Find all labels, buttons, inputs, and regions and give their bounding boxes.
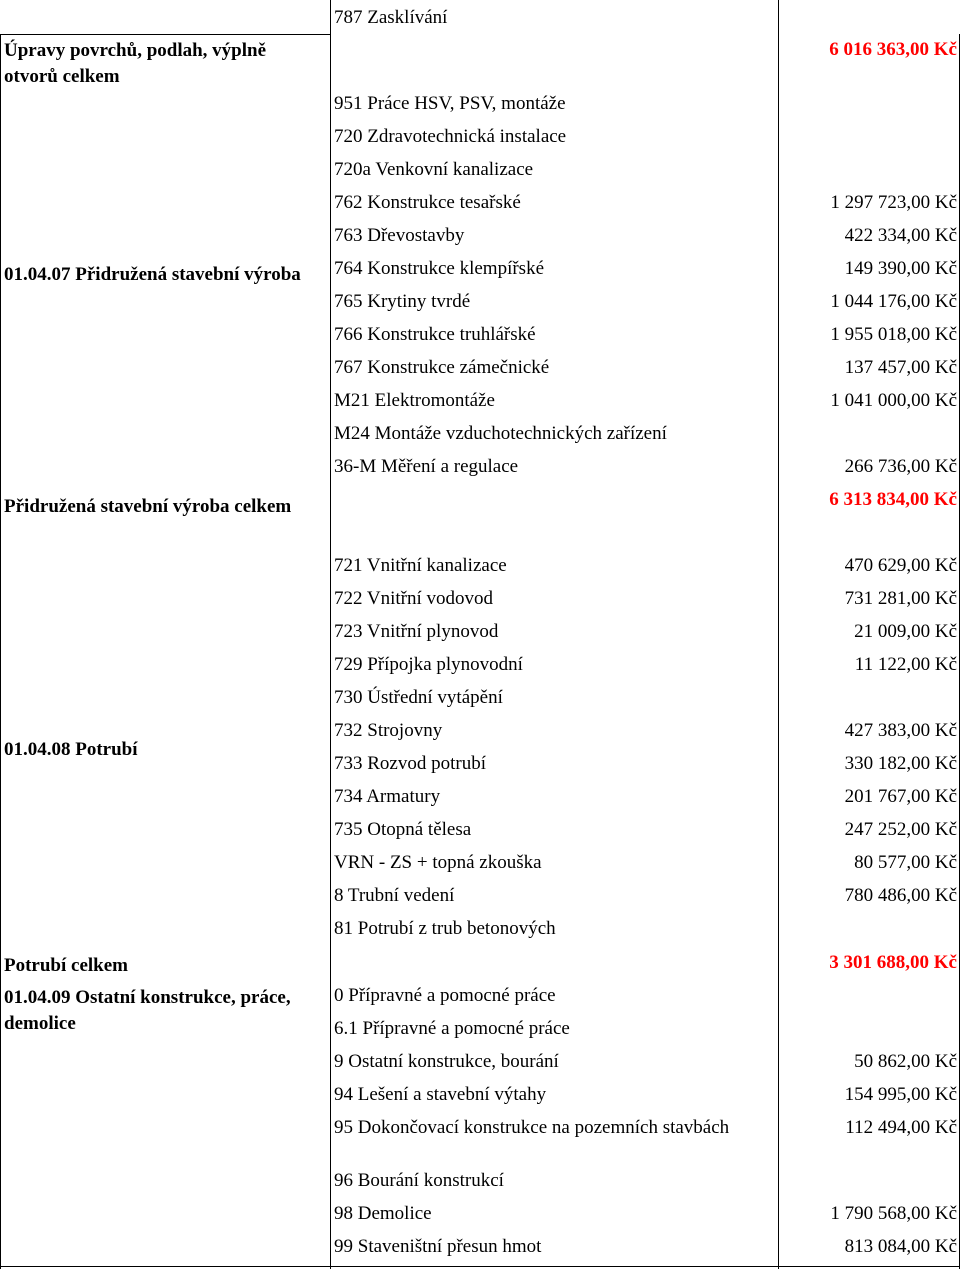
item-amount: 21 009,00 Kč (854, 621, 957, 642)
item-label: 720a Venkovní kanalizace (334, 159, 534, 180)
item-label: 9 Ostatní konstrukce, bourání (334, 1051, 559, 1072)
section-label-0107-total: Přidružená stavební výroba celkem (4, 496, 292, 517)
item-label: 787 Zasklívání (334, 7, 448, 28)
item-label: 766 Konstrukce truhlářské (334, 324, 536, 345)
item-label: 8 Trubní vedení (334, 885, 455, 906)
item-label: 763 Dřevostavby (334, 225, 465, 246)
item-amount: 1 790 568,00 Kč (830, 1203, 957, 1224)
item-label: 764 Konstrukce klempířské (334, 258, 545, 279)
item-label: 94 Lešení a stavební výtahy (334, 1084, 547, 1105)
item-label: 730 Ústřední vytápění (334, 687, 503, 708)
item-amount: 80 577,00 Kč (854, 852, 957, 873)
item-amount: 266 736,00 Kč (844, 456, 957, 477)
item-amount: 731 281,00 Kč (844, 588, 957, 609)
item-label: 0 Přípravné a pomocné práce (334, 985, 556, 1006)
section-label-0107: 01.04.07 Přidružená stavební výroba (4, 264, 301, 285)
item-amount: 137 457,00 Kč (844, 357, 957, 378)
item-label: 36-M Měření a regulace (334, 456, 519, 477)
item-amount: 427 383,00 Kč (844, 720, 957, 741)
item-amount: 50 862,00 Kč (854, 1051, 957, 1072)
item-label: 720 Zdravotechnická instalace (334, 126, 567, 147)
item-label: 722 Vnitřní vodovod (334, 588, 494, 609)
item-amount: 154 995,00 Kč (844, 1084, 957, 1105)
item-label: 81 Potrubí z trub betonových (334, 918, 556, 939)
total-amount: 3 301 688,00 Kč (829, 952, 957, 973)
item-label: 767 Konstrukce zámečnické (334, 357, 550, 378)
col-border-mid (330, 0, 331, 1269)
item-label: 95 Dokončovací konstrukce na pozemních stavbách (334, 1117, 730, 1138)
item-label: 99 Staveništní přesun hmot (334, 1236, 542, 1257)
col-border-left (0, 34, 1, 1269)
item-amount: 1 044 176,00 Kč (830, 291, 957, 312)
item-amount: 149 390,00 Kč (844, 258, 957, 279)
col-border-right (778, 0, 779, 1269)
item-amount: 1 041 000,00 Kč (830, 390, 957, 411)
top-border (0, 34, 330, 35)
section-label-0108-total: Potrubí celkem (4, 955, 129, 976)
item-label: VRN - ZS + topná zkouška (334, 852, 542, 873)
item-label: 729 Přípojka plynovodní (334, 654, 523, 675)
item-label: 765 Krytiny tvrdé (334, 291, 471, 312)
section-label-0108: 01.04.08 Potrubí (4, 739, 138, 760)
item-amount: 470 629,00 Kč (844, 555, 957, 576)
item-amount: 330 182,00 Kč (844, 753, 957, 774)
item-label: M21 Elektromontáže (334, 390, 495, 411)
item-label: 721 Vnitřní kanalizace (334, 555, 507, 576)
item-label: M24 Montáže vzduchotechnických zařízení (334, 423, 667, 444)
item-label: 96 Bourání konstrukcí (334, 1170, 504, 1191)
item-amount: 780 486,00 Kč (844, 885, 957, 906)
section-label-0109: 01.04.09 Ostatní konstrukce, práce, demolice (4, 987, 291, 1034)
total-amount: 6 016 363,00 Kč (829, 39, 957, 60)
total-amount: 6 313 834,00 Kč (829, 489, 957, 510)
item-label: 732 Strojovny (334, 720, 443, 741)
item-amount: 1 955 018,00 Kč (830, 324, 957, 345)
item-label: 762 Konstrukce tesařské (334, 192, 521, 213)
item-label: 734 Armatury (334, 786, 441, 807)
item-label: 735 Otopná tělesa (334, 819, 472, 840)
item-amount: 247 252,00 Kč (844, 819, 957, 840)
item-amount: 813 084,00 Kč (844, 1236, 957, 1257)
item-label: 723 Vnitřní plynovod (334, 621, 499, 642)
item-label: 733 Rozvod potrubí (334, 753, 486, 774)
section-label-uprava: Úpravy povrchů, podlah, výplně otvorů celkem (4, 40, 267, 87)
item-amount: 201 767,00 Kč (844, 786, 957, 807)
item-amount: 11 122,00 Kč (854, 654, 957, 675)
item-label: 98 Demolice (334, 1203, 432, 1224)
item-amount: 1 297 723,00 Kč (830, 192, 957, 213)
item-label: 6.1 Přípravné a pomocné práce (334, 1018, 570, 1039)
bottom-border (0, 1266, 960, 1267)
item-label: 951 Práce HSV, PSV, montáže (334, 93, 566, 114)
item-amount: 112 494,00 Kč (845, 1117, 957, 1138)
item-amount: 422 334,00 Kč (844, 225, 957, 246)
